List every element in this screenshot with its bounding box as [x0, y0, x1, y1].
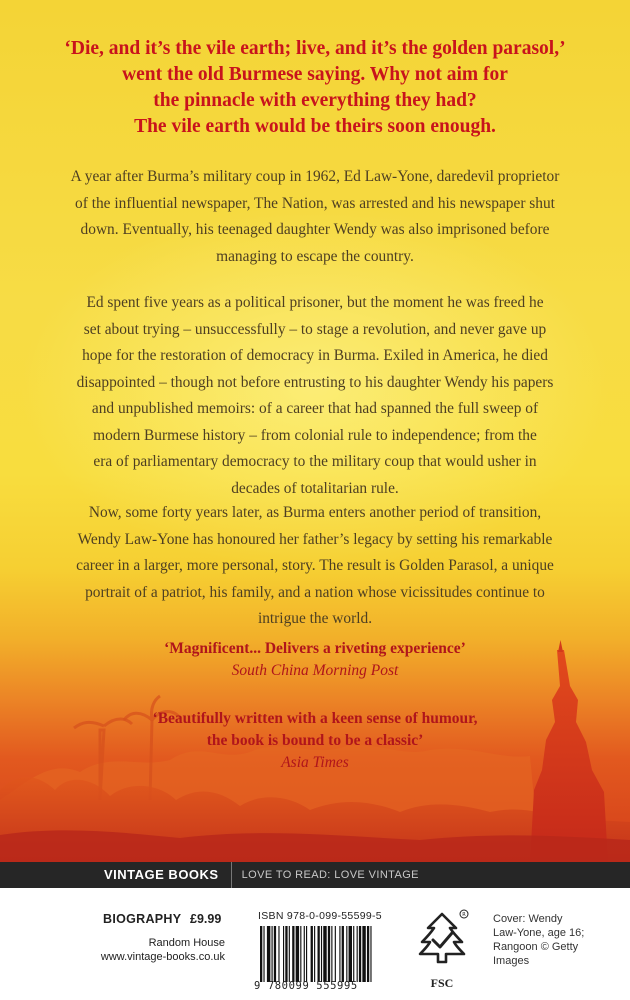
barcode-bar — [362, 926, 365, 982]
credit-line: Cover: Wendy — [493, 913, 563, 925]
fsc-tree-check-icon — [414, 906, 470, 976]
category-label: BIOGRAPHY — [103, 912, 182, 926]
opening-quote — [20, 36, 610, 140]
barcode-bar — [272, 926, 273, 982]
text-line: modern Burmese history – from colonial rule to independence; from the — [93, 426, 537, 444]
synopsis-paragraph-2 — [20, 290, 610, 502]
fsc-label: FSC — [430, 976, 454, 990]
credit-line: Rangoon © Getty — [493, 941, 579, 953]
cover-credit — [493, 912, 603, 968]
barcode-bar — [339, 926, 340, 982]
text-line: and unpublished memoirs: of a career that had spanned the full sweep of — [91, 400, 539, 417]
isbn-label: ISBN 978-0-099-55599-5 — [258, 910, 382, 922]
barcode-bar — [267, 926, 270, 982]
review-text: ‘Beautifully written with a keen sense of humour, — [152, 710, 478, 727]
barcode-bar — [278, 926, 279, 982]
synopsis-paragraph-3 — [20, 500, 610, 633]
barcode-bar — [260, 926, 262, 982]
text-line: Ed spent five years as a political prisoner, but the moment he was freed he — [86, 294, 544, 311]
review-text: ‘Magnificent... Delivers a riveting experience’ — [164, 640, 466, 657]
credit-line: Law-Yone, age 16; — [493, 927, 585, 939]
publisher-name: Random House — [148, 937, 225, 949]
opening-quote-line: went the old Burmese saying. Why not aim for — [122, 64, 508, 85]
back-cover-footer — [0, 888, 630, 1000]
text-line: Now, some forty years later, as Burma enters another period of transition, — [88, 504, 542, 521]
barcode-bar — [314, 926, 315, 982]
svg-text:R: R — [462, 912, 466, 918]
barcode-bar — [342, 926, 344, 982]
review-quote-2 — [20, 708, 610, 774]
opening-quote-line: ‘Die, and it’s the vile earth; live, and it’s the golden parasol,’ — [64, 38, 566, 59]
barcode-bar — [296, 926, 299, 982]
review-source: South China Morning Post — [231, 662, 399, 679]
barcode-bar — [349, 926, 352, 982]
review-source: Asia Times — [281, 754, 349, 771]
publisher-info — [60, 936, 225, 964]
text-line: career in a larger, more personal, story. The result is Golden Parasol, a unique — [76, 557, 554, 574]
text-line: of the influential newspaper, The Nation, was arrested and his newspaper shut — [75, 194, 555, 212]
barcode-bar — [285, 926, 287, 982]
text-line: portrait of a patriot, his family, and a nation whose vicissitudes continue to — [85, 583, 545, 601]
text-line: set about trying – unsuccessfully – to stage a revolution, and never gave up — [83, 320, 547, 338]
barcode-bar — [331, 926, 332, 982]
text-line: intrigue the world. — [257, 610, 373, 627]
barcode-bar — [318, 926, 320, 982]
barcode-bar — [304, 926, 305, 982]
text-line: decades of totalitarian rule. — [231, 479, 399, 497]
publisher-website: www.vintage-books.co.uk — [100, 951, 225, 963]
barcode-bar — [335, 926, 336, 982]
review-text: the book is bound to be a classic’ — [206, 732, 424, 749]
barcode-bar — [289, 926, 290, 982]
vintage-books-logo: VINTAGE BOOKS — [0, 862, 232, 888]
barcode-bar — [353, 926, 354, 982]
barcode-bar — [263, 926, 264, 982]
barcode-bar — [292, 926, 294, 982]
price-label: £9.99 — [190, 912, 222, 926]
text-line: era of parliamentary democracy to the military coup that would usher in — [93, 453, 537, 470]
barcode-bar — [328, 926, 330, 982]
barcode-bar — [274, 926, 276, 982]
barcode-bar — [321, 926, 322, 982]
barcode-bar — [311, 926, 313, 982]
opening-quote-line: The vile earth would be theirs soon enough. — [134, 116, 496, 137]
barcode-icon — [258, 926, 416, 982]
review-quote-1 — [20, 638, 610, 682]
text-line: Wendy Law-Yone has honoured her father’s legacy by setting his remarkable — [77, 530, 553, 548]
credit-line: Images — [493, 955, 530, 967]
barcode-bar — [359, 926, 361, 982]
imprint-bar — [0, 862, 630, 888]
text-line: managing to escape the country. — [216, 247, 414, 265]
text-line: down. Eventually, his teenaged daughter Wendy was also imprisoned before — [80, 221, 550, 238]
barcode-bar — [300, 926, 301, 982]
barcode-bar — [346, 926, 347, 982]
text-line: disappointed – though not before entrusting to his daughter Wendy his papers — [76, 373, 554, 391]
imprint-tagline: LOVE TO READ: LOVE VINTAGE — [241, 869, 419, 881]
barcode-bar — [323, 926, 326, 982]
opening-quote-line: the pinnacle with everything they had? — [153, 90, 477, 111]
synopsis-paragraph-1 — [20, 164, 610, 270]
barcode-bar — [283, 926, 284, 982]
text-line: A year after Burma’s military coup in 1962, Ed Law-Yone, daredevil proprietor — [70, 168, 560, 185]
barcode-bar — [357, 926, 358, 982]
barcode-digits: 9 780099 555995 — [254, 980, 358, 992]
barcode-bar — [370, 926, 371, 982]
barcode-bar — [367, 926, 369, 982]
barcode-bar — [306, 926, 307, 982]
text-line: hope for the restoration of democracy in Burma. Exiled in America, he died — [82, 347, 548, 364]
